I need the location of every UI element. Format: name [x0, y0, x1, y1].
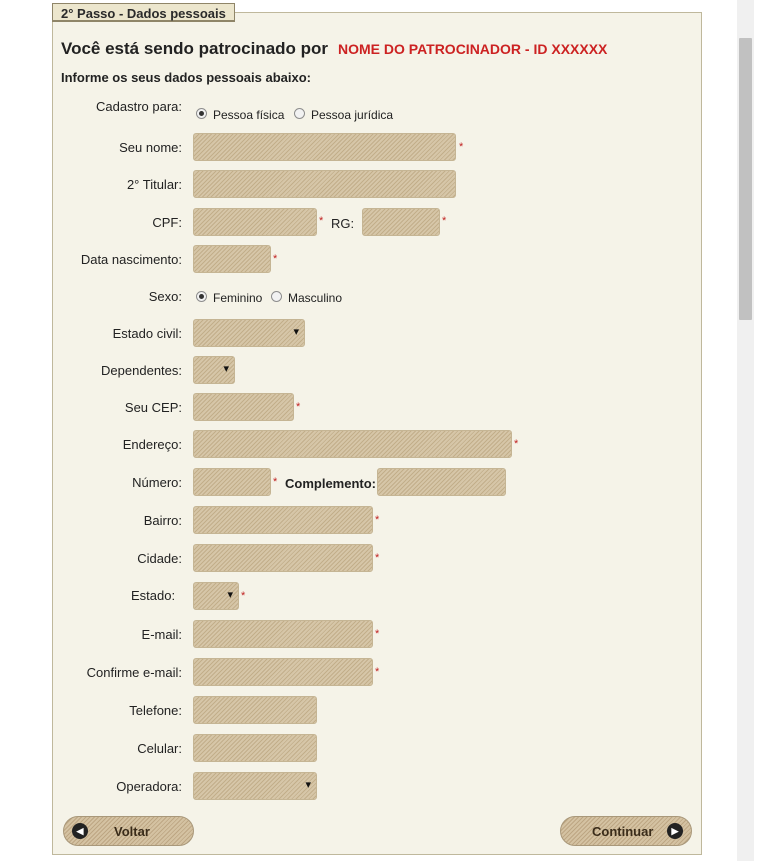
required-mark: * — [442, 215, 447, 227]
label-nascimento: Data nascimento: — [80, 252, 182, 267]
radio-feminino[interactable] — [196, 291, 207, 302]
required-mark: * — [375, 514, 380, 526]
required-mark: * — [319, 215, 324, 227]
label-numero: Número: — [132, 475, 182, 490]
rg-input[interactable] — [362, 208, 440, 236]
cpf-input[interactable] — [193, 208, 317, 236]
label-endereco: Endereço: — [122, 437, 182, 452]
dependents-select[interactable] — [193, 356, 235, 384]
label-dependentes: Dependentes: — [101, 363, 182, 378]
neighborhood-input[interactable] — [193, 506, 373, 534]
email-input[interactable] — [193, 620, 373, 648]
label-titular2: 2° Titular: — [126, 177, 182, 192]
required-mark: * — [375, 552, 380, 564]
arrow-right-icon: ▶ — [667, 823, 683, 839]
next-button[interactable] — [560, 816, 692, 846]
city-input[interactable] — [193, 544, 373, 572]
phone-input[interactable] — [193, 696, 317, 724]
label-sexo: Sexo: — [148, 289, 182, 304]
label-complemento: Complemento: — [285, 476, 376, 491]
next-button-label: Continuar — [592, 824, 654, 839]
required-mark: * — [273, 253, 278, 265]
required-mark: * — [241, 590, 246, 602]
state-select[interactable] — [193, 582, 239, 610]
label-estado: Estado: — [131, 588, 176, 603]
sponsor-prefix: Você está sendo patrocinado por — [61, 39, 329, 58]
name-input[interactable] — [193, 133, 456, 161]
required-mark: * — [514, 438, 519, 450]
number-input[interactable] — [193, 468, 271, 496]
radio-label-pessoa-fisica: Pessoa física — [213, 108, 285, 122]
form-intro: Informe os seus dados pessoais abaixo: — [61, 70, 311, 85]
label-operadora: Operadora: — [116, 779, 182, 794]
carrier-select[interactable] — [193, 772, 317, 800]
label-email: E-mail: — [141, 627, 182, 642]
required-mark: * — [375, 628, 380, 640]
radio-label-masculino: Masculino — [288, 291, 343, 305]
label-rg: RG: — [331, 216, 355, 231]
back-button[interactable] — [63, 816, 194, 846]
label-celular: Celular: — [137, 741, 182, 756]
back-button-label: Voltar — [114, 824, 150, 839]
label-cidade: Cidade: — [137, 551, 182, 566]
label-cep: Seu CEP: — [124, 400, 182, 415]
required-mark: * — [375, 666, 380, 678]
label-estado-civil: Estado civil: — [112, 326, 182, 341]
label-confirme-email: Confirme e-mail: — [86, 665, 182, 680]
sponsor-name: NOME DO PATROCINADOR - ID XXXXXX — [338, 41, 608, 57]
complement-input[interactable] — [377, 468, 506, 496]
birthdate-input[interactable] — [193, 245, 271, 273]
required-mark: * — [459, 141, 464, 153]
radio-masculino[interactable] — [271, 291, 282, 302]
confirm-email-input[interactable] — [193, 658, 373, 686]
step-tab: 2° Passo - Dados pessoais — [52, 3, 235, 22]
arrow-left-icon: ◀ — [72, 823, 88, 839]
label-cadastro-para: Cadastro para: — [96, 99, 182, 114]
required-mark: * — [273, 476, 278, 488]
radio-pessoa-fisica[interactable] — [196, 108, 207, 119]
mobile-input[interactable] — [193, 734, 317, 762]
label-bairro: Bairro: — [143, 513, 182, 528]
label-cpf: CPF: — [152, 215, 182, 230]
cep-input[interactable] — [193, 393, 294, 421]
scrollbar-thumb[interactable] — [739, 38, 752, 320]
required-mark: * — [296, 401, 301, 413]
label-telefone: Telefone: — [129, 703, 182, 718]
address-input[interactable] — [193, 430, 512, 458]
radio-label-feminino: Feminino — [213, 291, 263, 305]
radio-label-pessoa-juridica: Pessoa jurídica — [311, 108, 394, 122]
marital-status-select[interactable] — [193, 319, 305, 347]
radio-pessoa-juridica[interactable] — [294, 108, 305, 119]
second-holder-input[interactable] — [193, 170, 456, 198]
label-nome: Seu nome: — [119, 140, 182, 155]
